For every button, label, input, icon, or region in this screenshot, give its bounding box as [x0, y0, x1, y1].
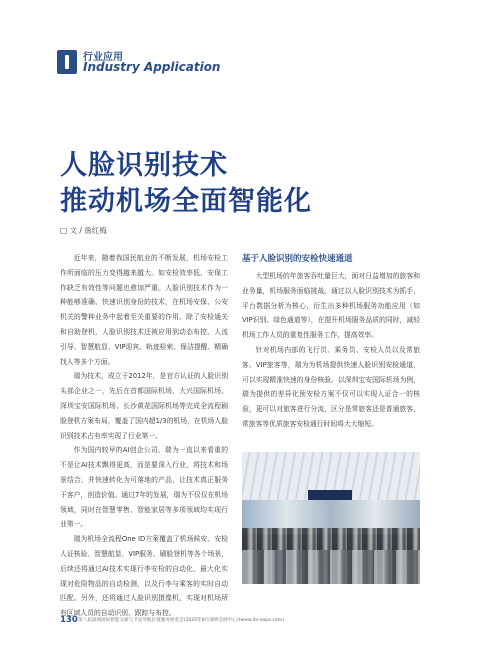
airport-security-photo: [242, 452, 420, 584]
photo-security-gates: [242, 550, 420, 584]
body-paragraph: 瑞为技术，成立于2012年，是官方认证的人脸识别头部企业之一，先后在首都国际机场、大兴国际机场、深圳宝安国际机场、长沙黄花国际机场等完成全流程刷脸登机方案布局，覆盖了国内超1/3的机场，在机场人脸识别技术占有率实现了行业第一。: [60, 372, 228, 440]
article-byline: □ 文 / 詹红梅: [60, 226, 107, 235]
body-paragraph: 大型机场的年旅客吞吐量巨大，面对日益增加的旅客和业务量，机场服务面临挑战。通过以人脸识别技术为抓手，平台数据分析为核心，衍生出多种机场服务功能应用（如VIP识别、绿色通道等），在提升机场服务品质的同时，减轻机场工作人员的重复性服务工作，提高效率。: [242, 272, 420, 340]
left-column: [60, 251, 228, 621]
section-marker-icon: [57, 50, 77, 74]
body-paragraph: 近年来，随着我国民航业的不断发展，机场安检工作所面临的压力变得越来越大。如安检效率低、安保工作缺乏有效性等问题也愈加严重。人脸识别技术作为一种能够准确、快速识别身份的技术，在机场安保、公安机关的警种业务中起着至关重要的作用。除了安检通关和自助登机，人脸识别技术还被应用到动态布控、人流引导、智慧航显、VIP迎宾、轨迹检索、保洁提醒、精确找人等多个方面。: [60, 254, 228, 366]
page-number: 130: [60, 615, 78, 625]
section-heading: 基于人脸识别的安检快速通道: [242, 254, 353, 264]
footer-text: 第八届深圳国际智能交通与卫星导航位置服务展览会(2020年8月深圳会展中心)(www.its-expo.com): [78, 618, 285, 623]
article-title-line2: 推动机场全面智能化: [60, 186, 312, 217]
right-column: [242, 269, 420, 432]
section-label-en: Industry Application: [83, 60, 221, 74]
article-title-line1: 人脸识别技术: [60, 150, 228, 181]
body-paragraph: 瑞为机场全流程One ID方案覆盖了机场候安、安检人证核验、智慧航显、VIP服务、刷脸登机等各个场景，后续还将通过AI技术实现行李安检的自动化，最大化实现对危险物品的自动检测，以及行李与乘客的实时自动匹配。另外，还将通过人脸识别摄像机，实现对机场所有区域人员的自动识别、跟踪与布控。: [60, 535, 228, 618]
photo-overhead-sign: [308, 490, 352, 500]
body-paragraph: 针对机场内部的飞行员、乘务员、安检人员以及常旅客、VIP旅客等，瑞为为机场提供快速人脸识别安检通道，可以实现精准快速的身份核验。以深圳宝安国际机场为例，瑞为提供的差异化预安检方案不仅可以实现人证合一的核验，更可以对旅客进行分流，区分是常旅客还是普通旅客，常旅客等优质旅客安检通行时间将大大缩短。: [242, 345, 420, 428]
body-paragraph: 作为国内较早的AI创企公司，瑞为一直以来看重的不是让AI技术飘得更高，而是要深入行业，将技术和场景结合，并快速转化为可落地的产品，让技术真正服务于客户，创造价值。通过7年的发展，瑞为不仅仅在机场领域，同时在智慧零售、智能家居等多项领域均实现行业第一。: [60, 446, 228, 529]
section-label-cn: 行业应用: [83, 52, 123, 63]
